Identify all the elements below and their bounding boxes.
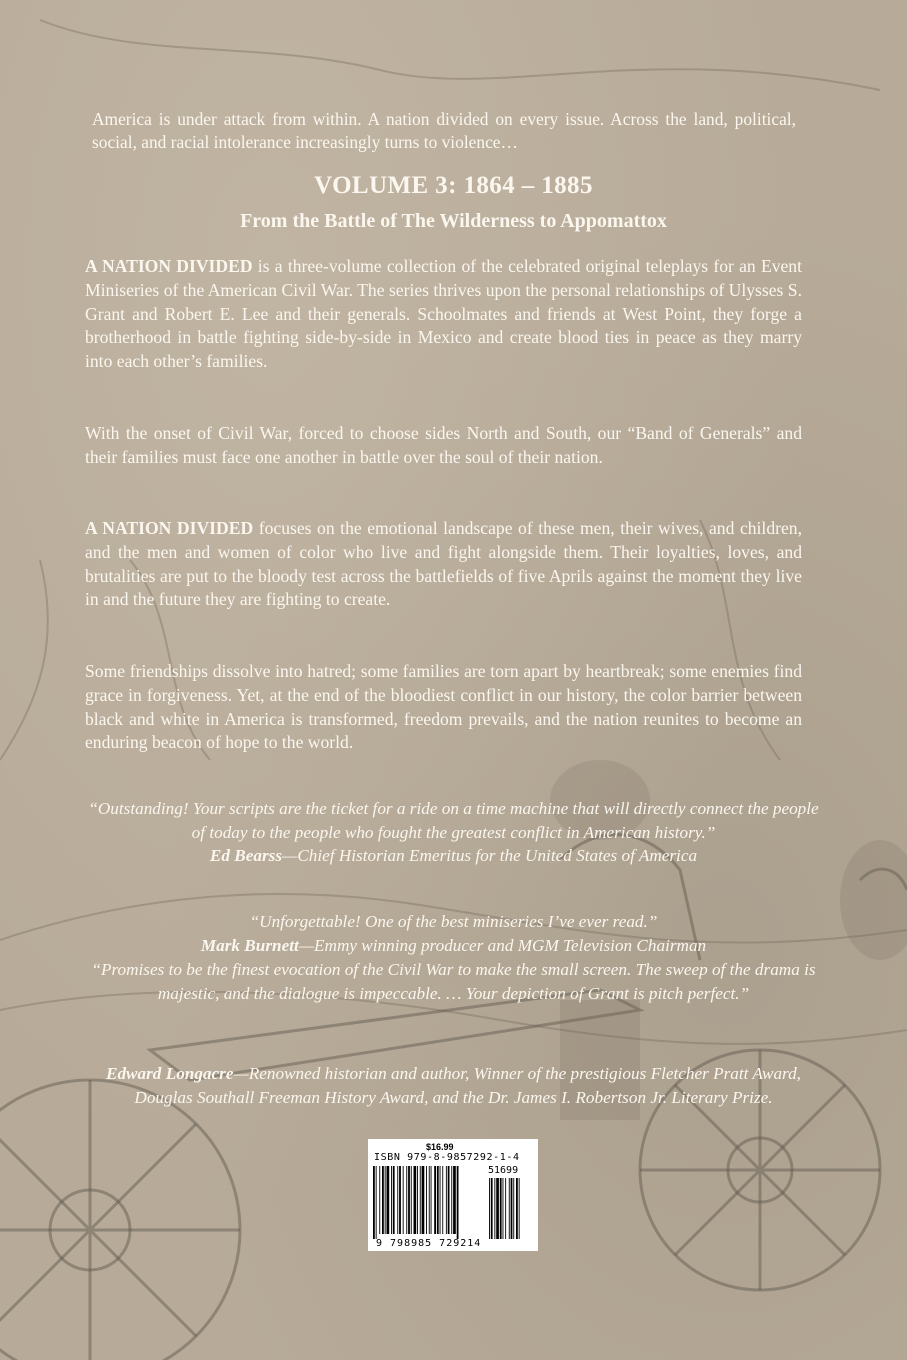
barcode-addon-bar [494,1178,495,1239]
endorsement-quote: “Outstanding! Your scripts are the ticket for a ride on a time machine that will directly connect the people of today to the people who fought the greatest conflict in American history.” [88,799,819,842]
barcode-bar [437,1166,439,1234]
barcode-addon-bar [491,1178,493,1239]
barcode-number: 9 798985 729214 [376,1238,482,1249]
barcode-bar [399,1166,401,1234]
barcode-addon-bar [509,1178,510,1239]
endorsement-longacre-credit [80,1062,827,1109]
barcode-bar [411,1166,412,1234]
barcode-addon-bar [500,1178,502,1239]
price-addon-digits: 51699 [488,1165,519,1176]
barcode-addon-bar [516,1178,518,1239]
barcode-addon-bar [503,1178,504,1239]
barcode-bar [391,1166,392,1234]
barcode-bar [385,1166,386,1234]
barcode-addon-bar [505,1178,506,1239]
barcode-bar [406,1166,407,1234]
endorsement-longacre-quote: “Promises to be the finest evocation of the Civil War to make the small screen. The sweep of the drama is majestic, and the dialogue is impeccable. … Your depiction of Grant is pitch perfect.” [91,960,816,1003]
barcode-bars [373,1166,533,1239]
barcode-bar [457,1166,459,1239]
barcode-addon-bar [519,1178,520,1239]
endorsement-bearss [80,797,827,868]
barcode-bar [387,1166,390,1234]
barcode-bar [429,1166,430,1234]
endorsement-quote: “Unforgettable! One of the best miniseries I’ve ever read.” [249,912,658,931]
endorser-name: Mark Burnett [200,935,299,955]
barcode-bar [448,1166,450,1234]
series-title-bold: A NATION DIVIDED [85,518,254,538]
barcode-bar [376,1166,377,1239]
barcode-bar [417,1166,418,1234]
barcode-bar [414,1166,417,1234]
price-label: $16.99 [426,1142,454,1152]
barcode-addon-bar [511,1178,513,1239]
barcode-bar [422,1166,425,1234]
isbn-text: ISBN 979-8-9857292-1-4 [374,1152,520,1163]
description-paragraph-1 [85,255,802,374]
barcode-bar [442,1166,443,1234]
intro-text: America is under attack from within. A nation divided on every issue. Across the land, political, social, and racial intolerance increasingly turns to violence… [92,109,796,152]
endorsement-burnett [80,910,827,957]
isbn-barcode [368,1139,538,1251]
series-title-bold: A NATION DIVIDED [85,256,253,276]
barcode-bar [403,1166,404,1234]
barcode-addon-bar [489,1178,490,1239]
volume-title: VOLUME 3: 1864 – 1885 [314,172,593,199]
volume-subtitle: From the Battle of The Wilderness to Appomattox [240,210,667,232]
barcode-bar [393,1166,395,1234]
barcode-bar [446,1166,447,1234]
barcode-bar [397,1166,398,1234]
paragraph-1-text: is a three-volume collection of the celebrated original teleplays for an Event Miniseries of the American Civil War. The series thrives upon the personal relationships of Ulysses S. Grant and Robert E. Lee and their generals. Schoolmates and friends at West Point, they forge a brotherhood in battle fighting side-by-side in Mexico and create blood ties in peace as they marry into each other’s families. [85,256,802,372]
barcode-bar [431,1166,432,1234]
endorser-title: —Renowned historian and author, Winner of the prestigious Fletcher Pratt Award, Douglas Southall Freeman History Award, and the Dr. James I. Robertson Jr. Literary Prize. [134,1064,801,1107]
barcode-bar [408,1166,410,1234]
description-paragraph-2: With the onset of Civil War, forced to choose sides North and South, our “Band of Generals” and their families must face one another in battle over the soul of their nation. [85,423,802,467]
barcode-bar [382,1166,384,1234]
barcode-bar [440,1166,441,1234]
barcode-bar [373,1166,375,1239]
barcode-bar [451,1166,452,1234]
endorser-name: Ed Bearss [209,846,283,865]
barcode-bar [426,1166,427,1234]
description-paragraph-3 [85,517,802,612]
barcode-bar [434,1166,436,1234]
barcode-bar [379,1166,380,1234]
endorser-title: —Chief Historian Emeritus for the United States of America [282,846,698,865]
barcode-addon-bar [496,1178,499,1239]
paragraph-3-text: focuses on the emotional landscape of these men, their wives, and children, and the men and women of color who live and fight alongside them. Their loyalties, loves, and brutalities are put to the bloody test across the battlefields of five Aprils against the moment they live in and the future they are fighting to create. [85,518,802,610]
barcode-bar [420,1166,421,1234]
barcode-bar [453,1166,456,1234]
barcode-addon-bar [513,1178,514,1239]
description-paragraph-4: Some friendships dissolve into hatred; some families are torn apart by heartbreak; some enemies find grace in forgiveness. Yet, at the end of the bloodiest conflict in our history, the color barrier between black and white in America is transformed, freedom prevails, and the nation reunites to become an enduring beacon of hope to the world. [85,661,802,753]
endorser-title: —Emmy winning producer and MGM Television Chairman [298,935,707,955]
endorser-name: Edward Longacre [106,1064,234,1083]
